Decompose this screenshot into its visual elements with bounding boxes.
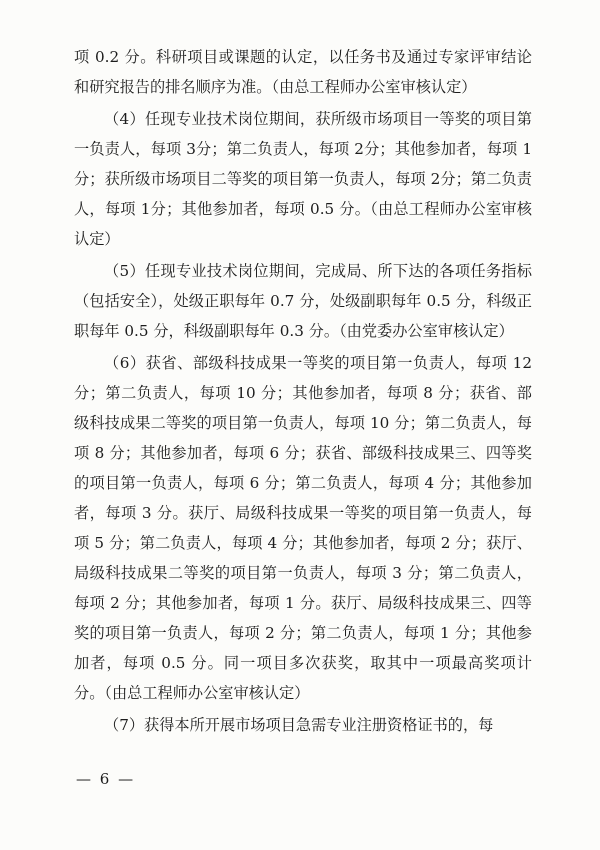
paragraph-item-5: （5）任现专业技术岗位期间，完成局、所下达的各项任务指标（包括安全），处级正职每年 0.7 分，处级副职每年 0.5 分，科级正职每年 0.5 分，科级副职每年 0.3 分。（由党委办公室审核认定） (74, 262, 532, 340)
paragraph-item-4: （4）任现专业技术岗位期间，获所级市场项目一等奖的项目第一负责人，每项 3分；第二负责人，每项 2分；其他参加者，每项 1分；获所级市场项目二等奖的项目第一负责人，每项 2分；第二负责人，每项 1分；其他参加者，每项 0.5 分。（由总工程师办公室审核认定） (74, 110, 532, 248)
paragraph-item-6: （6）获省、部级科技成果一等奖的项目第一负责人，每项 12 分；第二负责人，每项 10 分；其他参加者，每项 8 分；获省、部级科技成果二等奖的项目第一负责人，每项 10 分；第二负责人，每项 8 分；其他参加者，每项 6 分；获省、部级科技成果三、四等奖的项目第一负责人，每项 6 分；第二负责人，每项 4 分；其他参加者，每项 3 分。获厅、局级科技成果一等奖的项目第一负责人，每项 5 分；第二负责人，每项 4 分；其他参加者，每项 2 分；获厅、局级科技成果二等奖的项目第一负责人，每项 3 分；第二负责人，每项 2 分；其他参加者，每项 1 分。获厅、局级科技成果三、四等奖的项目第一负责人，每项 2 分；第二负责人，每项 1 分；其他参加者，每项 0.5 分。同一项目多次获奖，取其中一项最高奖项计分。（由总工程师办公室审核认定） (74, 354, 532, 702)
paragraph-item-7: （7）获得本所开展市场项目急需专业注册资格证书的，每 (104, 716, 494, 734)
page-number: — 6 — (76, 770, 136, 788)
document-body (74, 42, 532, 742)
paragraph-continuation: 项 0.2 分。科研项目或课题的认定，以任务书及通过专家评审结论和研究报告的排名顺序为准。（由总工程师办公室审核认定） (74, 48, 532, 96)
